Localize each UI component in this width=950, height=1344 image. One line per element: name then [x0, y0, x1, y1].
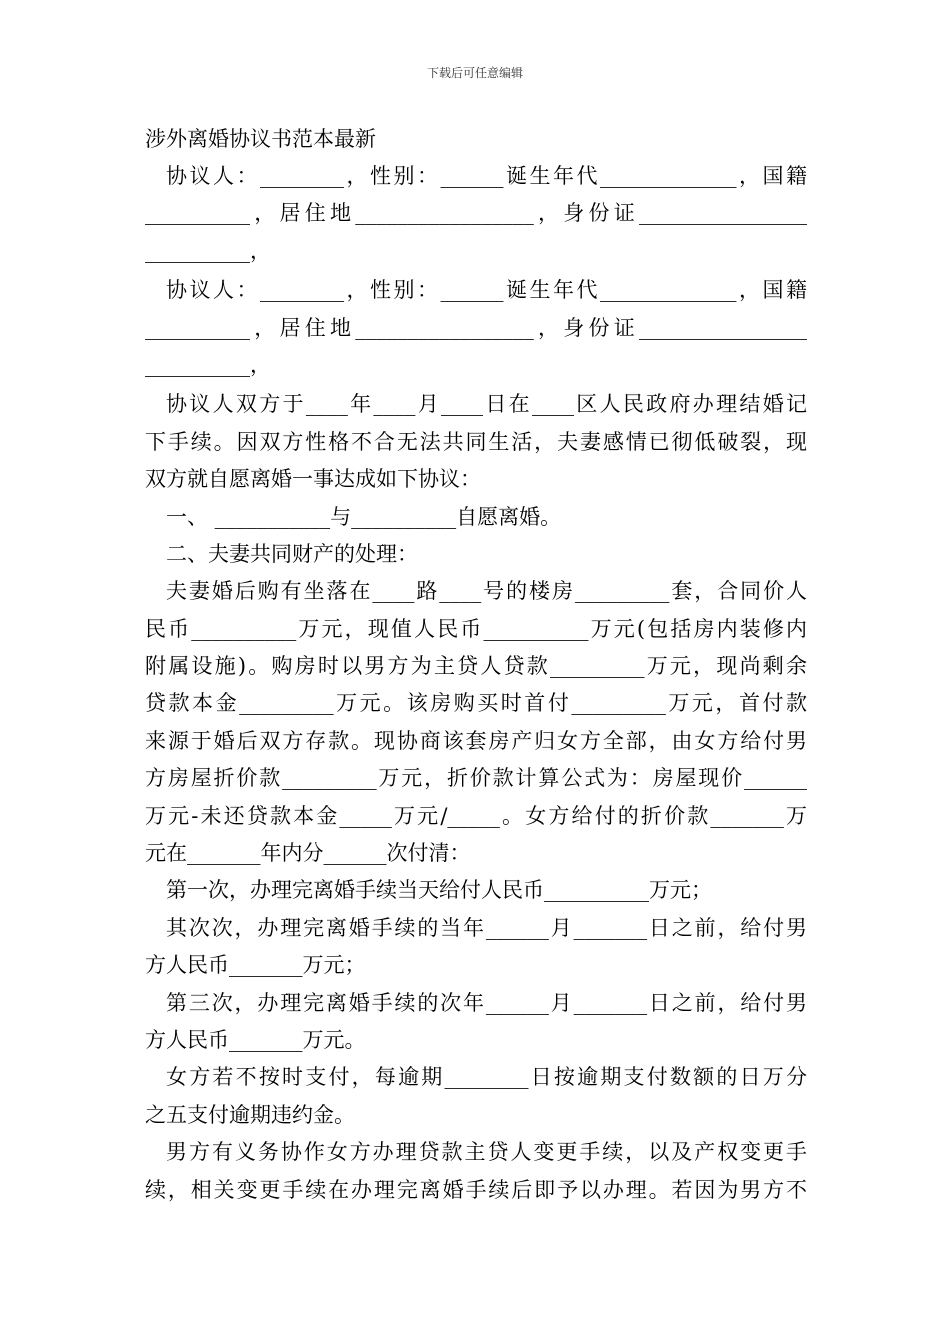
document-line: 协议人：________，性别：______诞生年代_____________，国籍 — [166, 164, 807, 188]
document-lines — [145, 158, 807, 1209]
header-note: 下载后可任意编辑 — [426, 66, 523, 80]
document-line: __________，居住地_________________，身份证________________ — [145, 201, 807, 226]
document-line: __________，居住地_________________，身份证________________ — [145, 315, 807, 340]
document-line: 协议人双方于____年____月____日在____区人民政府办理结婚记 — [166, 392, 807, 417]
document-line: 方房屋折价款_________万元，折价款计算公式为：房屋现价______ — [145, 766, 807, 791]
document-line: 第一次，办理完离婚手续当天给付人民币__________万元； — [166, 878, 712, 903]
document-line: 之五支付逾期违约金。 — [145, 1102, 355, 1127]
document-line: 一、 ___________与__________自愿离婚。 — [166, 504, 562, 529]
document-line: 男方有义务协作女方办理贷款主贷人变更手续，以及产权变更手 — [166, 1140, 807, 1165]
document-line: 下手续。因双方性格不合无法共同生活，夫妻感情已彻低破裂，现 — [145, 429, 807, 454]
document-line: 万元-未还贷款本金_____万元/_____。女方给付的折价款_______万 — [145, 803, 807, 828]
document-line: 方人民币_______万元； — [145, 953, 366, 978]
page-header — [0, 65, 950, 81]
document-line: 夫妻婚后购有坐落在____路____号的楼房_________套，合同价人 — [166, 579, 807, 604]
document-line: 二、夫妻共同财产的处理： — [166, 541, 418, 566]
document-line: 协议人：________，性别：______诞生年代_____________，国籍 — [166, 278, 807, 303]
document-body — [145, 121, 807, 1209]
document-line: 贷款本金_________万元。该房购买时首付_________万元，首付款 — [145, 691, 807, 716]
document-line: 续，相关变更手续在办理完离婚手续后即予以办理。若因为男方不 — [145, 1177, 807, 1202]
document-line: __________， — [145, 238, 271, 263]
document-title: 涉外离婚协议书范本最新 — [145, 127, 376, 151]
document-line: 来源于婚后双方存款。现协商该套房产归女方全部，由女方给付男 — [145, 728, 807, 753]
document-line: __________， — [145, 352, 271, 377]
document-line: 附属设施)。购房时以男方为主贷人贷款_________万元，现尚剩余 — [145, 654, 807, 679]
document-line: 其次次，办理完离婚手续的当年______月_______日之前，给付男 — [166, 915, 807, 940]
document-line: 方人民币_______万元。 — [145, 1027, 366, 1052]
document-line: 第三次，办理完离婚手续的次年______月_______日之前，给付男 — [166, 990, 807, 1015]
document-line: 元在_______年内分______次付清： — [145, 841, 471, 866]
document-line: 女方若不按时支付，每逾期________日按逾期支付数额的日万分 — [166, 1065, 807, 1090]
document-line: 双方就自愿离婚一事达成如下协议： — [145, 467, 481, 492]
document-line: 民币__________万元，现值人民币__________万元(包括房内装修内 — [145, 616, 807, 641]
